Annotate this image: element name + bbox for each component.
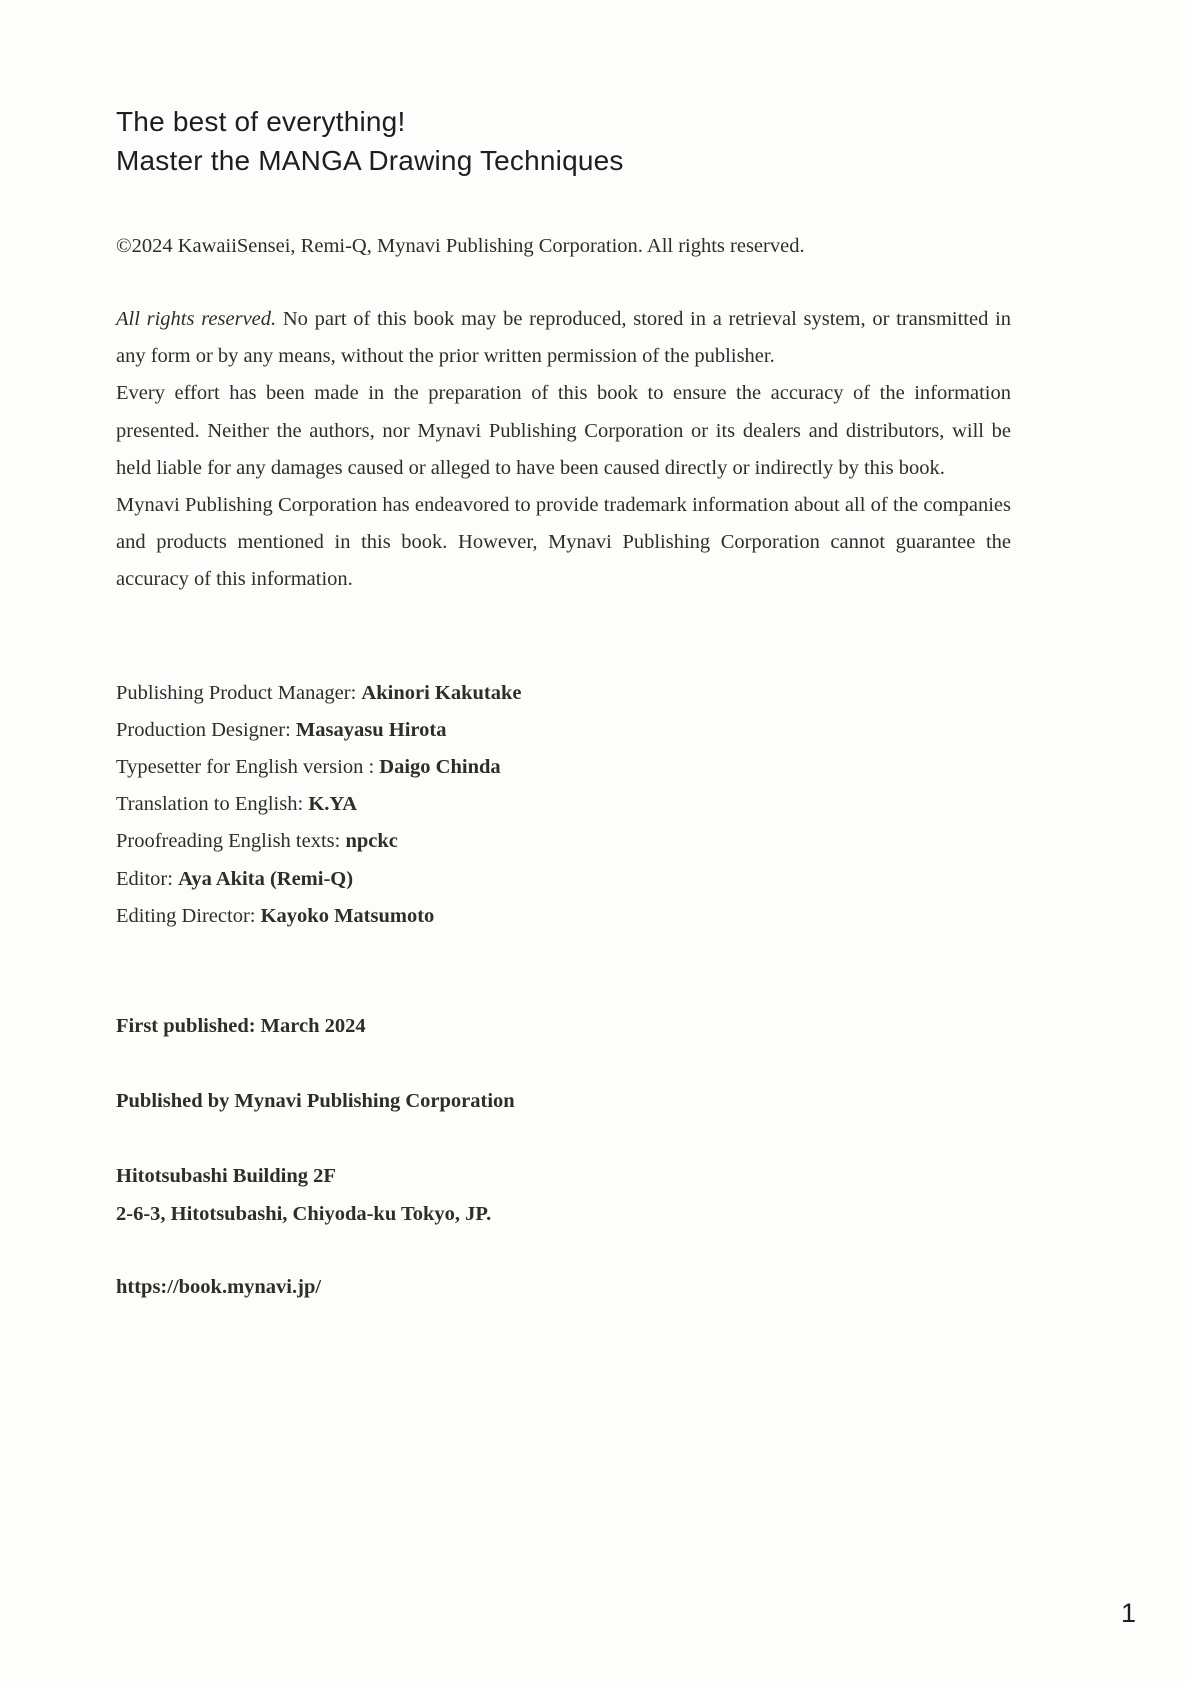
legal-paragraph-3: Mynavi Publishing Corporation has endeavored to provide trademark information about all of the companies and products mentioned in this book. However, Mynavi Publishing Corporation cannot guarantee the accuracy of this information. <box>116 494 1011 591</box>
published-by-line: Published by Mynavi Publishing Corporation <box>116 1090 515 1113</box>
page-title <box>116 0 1190 180</box>
address-line-1: Hitotsubashi Building 2F <box>116 1165 336 1188</box>
credit-row-proofreading <box>116 823 1190 860</box>
credit-label: Proofreading English texts: <box>116 830 346 853</box>
legal-notice <box>116 301 1011 599</box>
legal-paragraph-2: Every effort has been made in the preparation of this book to ensure the accuracy of the information presented. Neither the authors, nor Mynavi Publishing Corporation or its dealers and distributors, will be held liable for any damages caused or alleged to have been caused directly or indirectly by this book. <box>116 382 1011 479</box>
credits-list <box>116 675 1190 935</box>
credit-label: Typesetter for English version : <box>116 756 380 779</box>
credit-row-editing-director <box>116 898 1190 935</box>
address-line-2: 2-6-3, Hitotsubashi, Chiyoda-ku Tokyo, JP. <box>116 1202 492 1225</box>
credit-label: Editor: <box>116 867 179 890</box>
credit-label: Translation to English: <box>116 793 309 816</box>
legal-paragraph-1-body: No part of this book may be reproduced, stored in a retrieval system, or transmitted in any form or by any means, without the prior written permission of the publisher. <box>116 308 1012 368</box>
credit-label: Production Designer: <box>116 718 296 741</box>
credit-name: Masayasu Hirota <box>295 718 447 741</box>
credit-row-typesetter <box>116 749 1190 786</box>
credit-name: Daigo Chinda <box>379 756 501 779</box>
publisher-url: https://book.mynavi.jp/ <box>116 1275 322 1298</box>
page-number: 1 <box>1120 1598 1136 1628</box>
title-line-2: Master the MANGA Drawing Techniques <box>116 145 624 176</box>
credit-row-editor <box>116 861 1190 898</box>
credit-name: Aya Akita (Remi-Q) <box>178 867 354 890</box>
credit-label: Editing Director: <box>116 904 261 927</box>
legal-paragraph-1 <box>116 301 1011 375</box>
legal-paragraph-1-italic-lead: All rights reserved. <box>116 308 277 330</box>
credit-name: npckc <box>345 830 398 853</box>
title-line-1: The best of everything! <box>116 106 406 137</box>
credit-row-production-designer <box>116 712 1190 749</box>
credit-name: Kayoko Matsumoto <box>260 904 435 927</box>
first-published-line: First published: March 2024 <box>116 1015 366 1038</box>
credit-row-translation <box>116 786 1190 823</box>
credit-label: Publishing Product Manager: <box>116 681 362 704</box>
publisher-address <box>116 1158 1190 1232</box>
credit-name: Akinori Kakutake <box>361 681 522 704</box>
credit-row-publishing-product-manager <box>116 675 1190 712</box>
copyright-notice: ©2024 KawaiiSensei, Remi-Q, Mynavi Publishing Corporation. All rights reserved. <box>116 235 805 257</box>
credit-name: K.YA <box>308 793 358 816</box>
